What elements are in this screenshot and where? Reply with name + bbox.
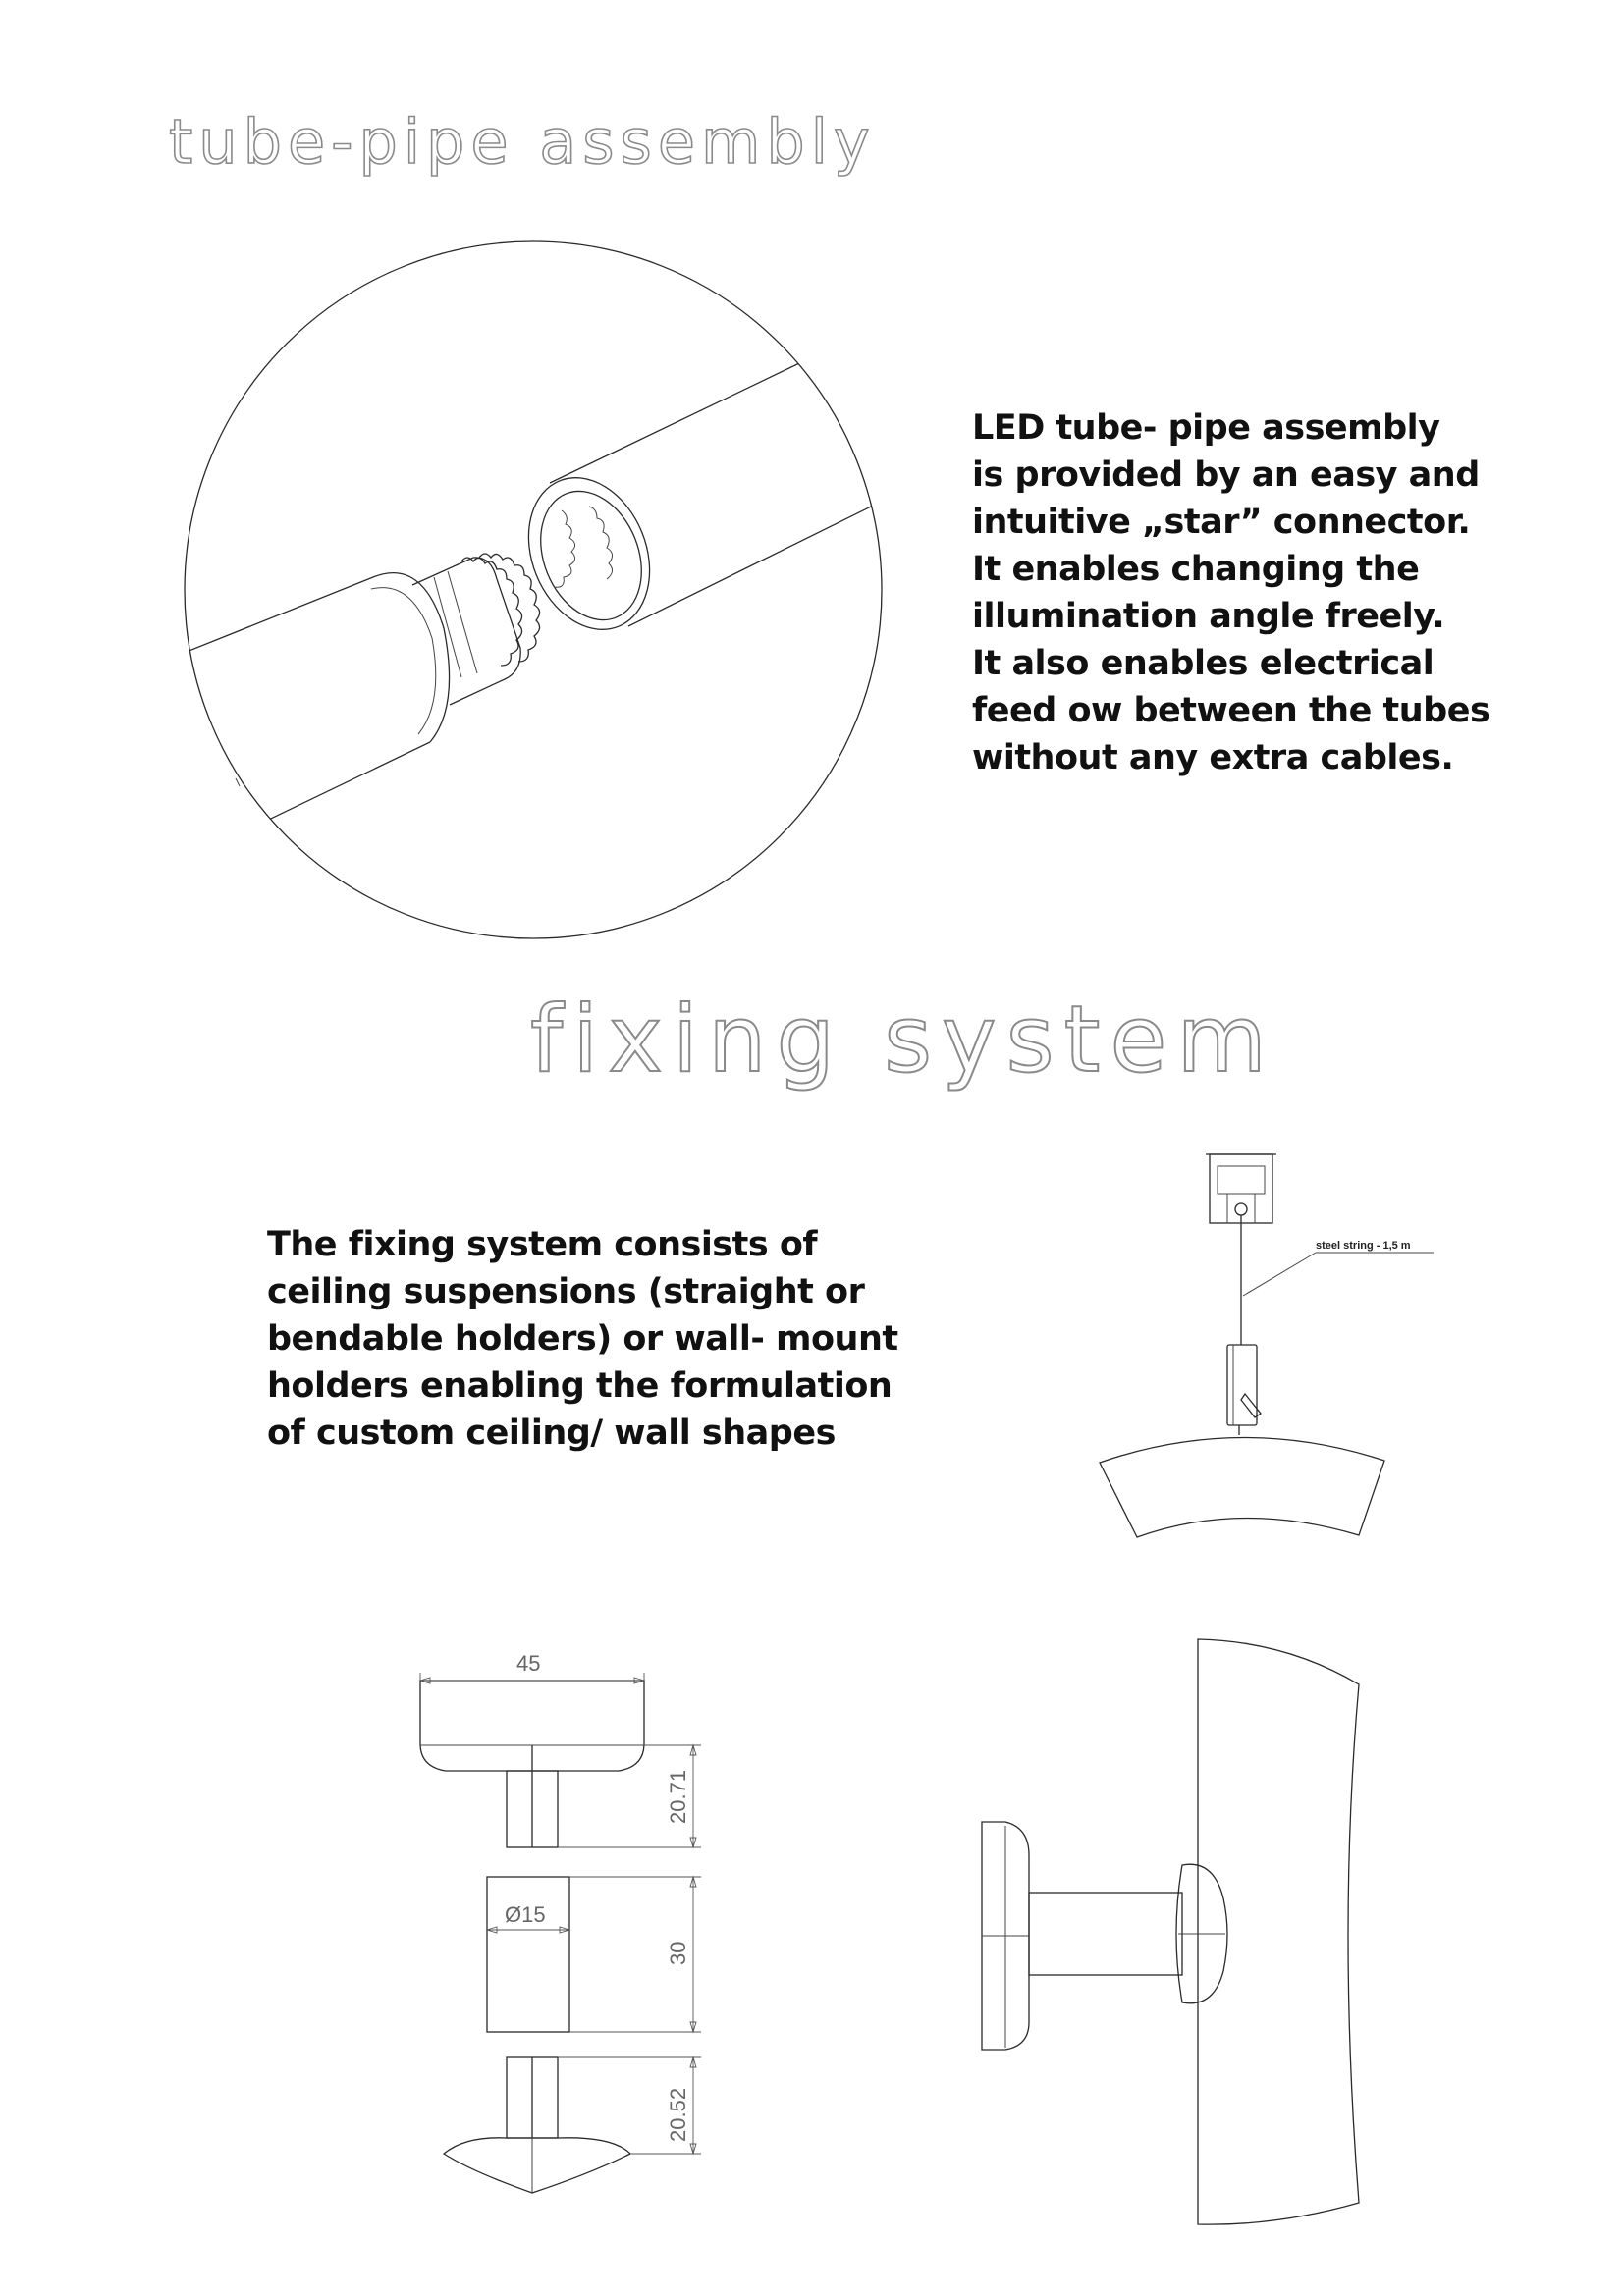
right-tube-bottom-edge [628, 471, 943, 626]
right-tube-top-edge [550, 294, 943, 483]
assembly-line: LED tube- pipe assembly [972, 408, 1440, 448]
leader-line [1243, 1253, 1316, 1296]
fixing-line: The fixing system consists of [267, 1225, 818, 1264]
assembly-line: is provided by an easy and [972, 455, 1480, 495]
wall-mount-tube [1198, 1639, 1359, 2224]
wall-mount-rod [1029, 1893, 1182, 1975]
assembly-line: illumination angle freely. [972, 597, 1445, 636]
steel-string-label: steel string - 1,5 m [1316, 1240, 1411, 1252]
star-plug-line [434, 577, 461, 677]
assembly-line: It enables changing the [972, 550, 1420, 589]
dim-middle-height-label: 30 [666, 1941, 690, 1965]
left-tube-end [373, 573, 450, 742]
wall-mount-drawing [982, 1639, 1359, 2224]
fixing-line: holders enabling the formulation [267, 1366, 893, 1406]
socket-rim-inner [522, 476, 660, 635]
gripper-pin [1241, 1394, 1261, 1417]
assembly-line: without any extra cables. [972, 738, 1454, 777]
cable-gripper [1227, 1345, 1257, 1425]
cable-eyelet [1235, 1203, 1247, 1215]
socket-star-teeth [589, 507, 613, 579]
section-title-assembly: tube-pipe assembly [169, 106, 876, 178]
left-tube-top-edge [98, 577, 373, 687]
tube-connector-drawing [98, 241, 943, 938]
dim-bottom-height-label: 20.52 [666, 2087, 690, 2142]
star-plug-teeth-outer [479, 554, 540, 662]
assembly-line: intuitive „star” connector. [972, 503, 1471, 542]
assembly-line: feed ow between the tubes [972, 691, 1490, 730]
fixing-line: bendable holders) or wall- mount [267, 1319, 898, 1359]
ceiling-suspension-drawing [1100, 1154, 1434, 1537]
dim-top-height-label: 20.71 [666, 1769, 690, 1824]
fixing-line: of custom ceiling/ wall shapes [267, 1414, 836, 1453]
holder-tube [487, 1877, 569, 2032]
dimensioned-holder-drawing [420, 1651, 701, 2193]
holder-saddle [444, 2138, 630, 2193]
left-tube-end-inner [371, 588, 436, 734]
fixing-line: ceiling suspensions (straight or [267, 1272, 865, 1311]
star-plug-line [448, 571, 477, 673]
ceiling-canopy [1210, 1154, 1272, 1223]
dim-diameter-label: Ø15 [505, 1902, 546, 1927]
canopy-inner [1218, 1166, 1265, 1194]
star-plug-body [412, 558, 520, 705]
tick-mark [236, 778, 240, 786]
socket-rim-outer [507, 459, 671, 648]
section-title-fixing: fixing system [530, 987, 1276, 1094]
assembly-line: It also enables electrical [972, 644, 1435, 683]
dim-width-label: 45 [516, 1651, 541, 1676]
curved-tube-section [1100, 1437, 1384, 1537]
socket-star-teeth [554, 510, 575, 587]
left-tube-bottom-edge [177, 742, 430, 864]
